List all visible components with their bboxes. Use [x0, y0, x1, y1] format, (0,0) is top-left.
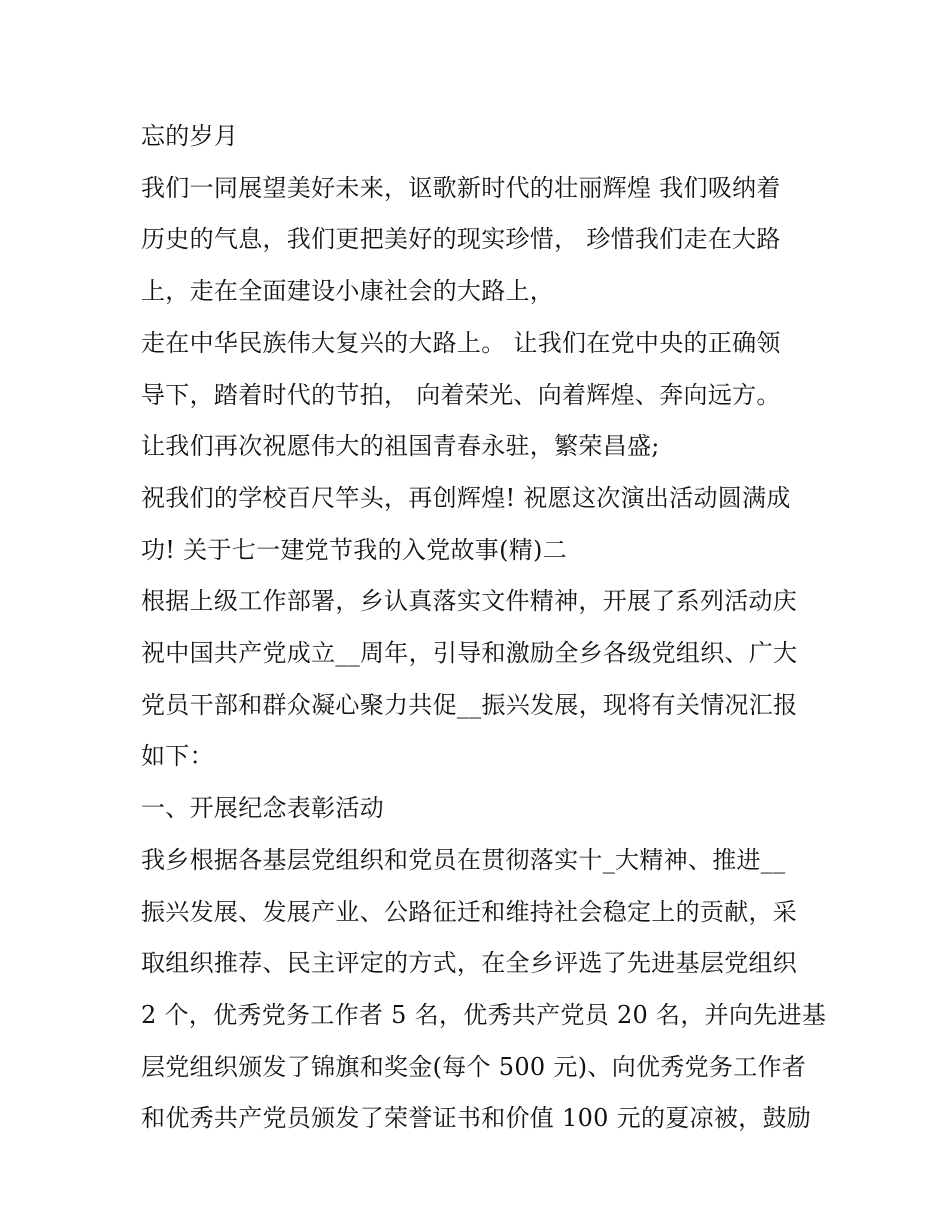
text-line: 根据上级工作部署，乡认真落实文件精神，开展了系列活动庆 — [141, 587, 798, 616]
text-line: 历史的气息，我们更把美好的现实珍惜， 珍惜我们走在大路 — [141, 225, 781, 254]
text-line: 2 个，优秀党务工作者 5 名，优秀共产党员 20 名，并向先进基 — [141, 1000, 827, 1029]
text-line: 祝我们的学校百尺竿头，再创辉煌! 祝愿这次演出活动圆满成 — [141, 483, 791, 512]
text-line: 党员干部和群众凝心聚力共促__振兴发展，现将有关情况汇报 — [141, 690, 798, 719]
text-line: 走在中华民族伟大复兴的大路上。 让我们在党中央的正确领 — [141, 328, 781, 357]
text-line: 振兴发展、发展产业、公路征迁和维持社会稳定上的贡献，采 — [141, 897, 798, 926]
text-line: 导下，踏着时代的节拍， 向着荣光、向着辉煌、奔向远方。 — [141, 380, 781, 409]
document-body — [141, 111, 827, 1145]
section-heading: 一、开展纪念表彰活动 — [141, 794, 384, 823]
text-line: 我们一同展望美好未来，讴歌新时代的壮丽辉煌 我们吸纳着 — [141, 173, 781, 202]
text-line: 功! 关于七一建党节我的入党故事(精)二 — [141, 535, 567, 564]
text-line: 和优秀共产党员颁发了荣誉证书和价值 100 元的夏凉被，鼓励 — [141, 1104, 812, 1133]
text-line: 让我们再次祝愿伟大的祖国青春永驻，繁荣昌盛; — [141, 432, 660, 461]
text-line: 我乡根据各基层党组织和党员在贯彻落实十_大精神、推进__ — [141, 845, 786, 874]
text-line: 层党组织颁发了锦旗和奖金(每个 500 元)、向优秀党务工作者 — [141, 1052, 807, 1081]
text-line: 如下： — [141, 742, 214, 771]
text-line: 忘的岁月 — [141, 122, 239, 150]
text-line: 祝中国共产党成立__周年，引导和激励全乡各级党组织、广大 — [141, 639, 798, 668]
text-line: 上，走在全面建设小康社会的大路上， — [141, 277, 555, 306]
text-line: 取组织推荐、民主评定的方式，在全乡评选了先进基层党组织 — [141, 949, 798, 978]
